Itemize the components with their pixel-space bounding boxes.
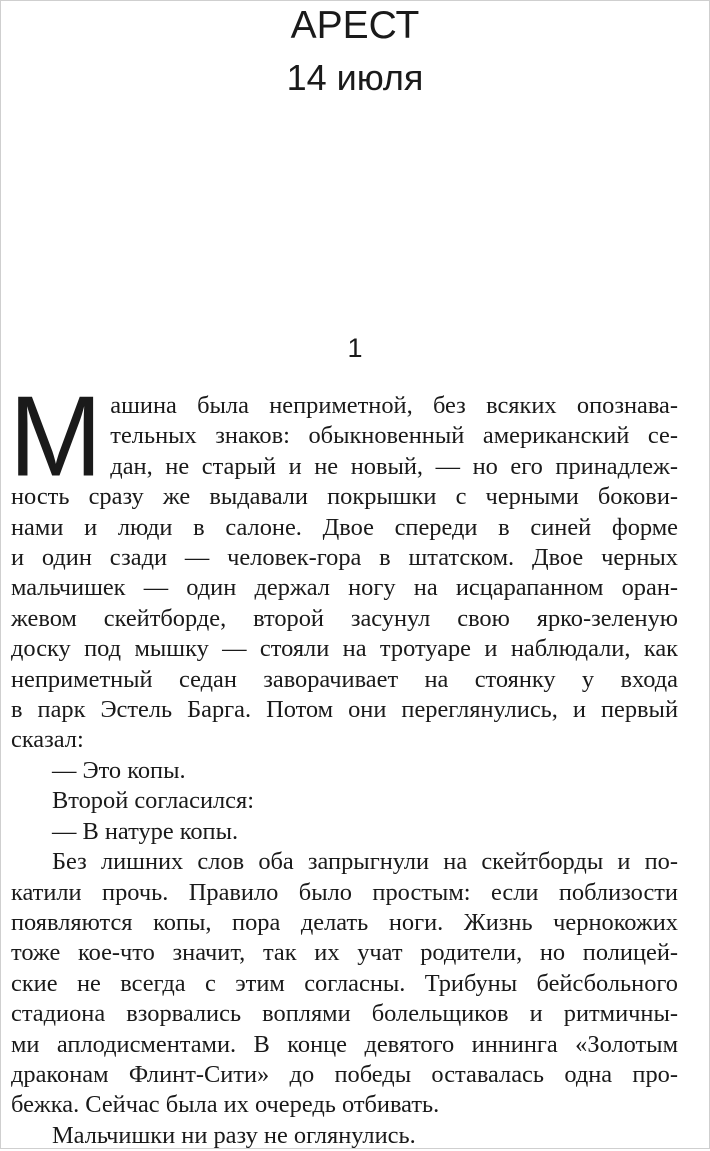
- text-line: стадиона взорвались воплями болельщиков и ритмичны-: [11, 1000, 678, 1028]
- drop-cap: М: [9, 372, 103, 501]
- text-line: мальчишек — один держал ногу на исцарапанном оран-: [11, 574, 678, 602]
- text-line: появляются копы, пора делать ноги. Жизнь чернокожих: [11, 908, 678, 936]
- paragraph-1: [9, 372, 678, 756]
- paragraph-3: Второй согласился:: [52, 787, 254, 815]
- text-line: нами и люди в салоне. Двое спереди в синей форме: [11, 513, 678, 541]
- text-line: дан, не старый и не новый, — но его принадлеж-: [110, 452, 678, 480]
- text-line: ность сразу же выдавали покрышки с черными бокови-: [11, 483, 678, 511]
- section-number: 1: [347, 333, 363, 363]
- body-text: [9, 372, 678, 1151]
- paragraph-6: Мальчишки ни разу не оглянулись.: [52, 1121, 416, 1149]
- text-line: ми аплодисментами. В конце девятого иннинга «Золотым: [11, 1030, 678, 1058]
- paragraph-4: — В натуре копы.: [52, 817, 239, 845]
- text-line: бежка. Сейчас была их очередь отбивать.: [11, 1091, 440, 1119]
- text-line: сказал:: [11, 726, 84, 754]
- text-line: неприметный седан заворачивает на стоянку у входа: [11, 665, 678, 693]
- paragraph-2: — Это копы.: [52, 756, 186, 784]
- text-line: ские не всегда с этим согласны. Трибуны бейсбольного: [11, 969, 678, 997]
- text-line: тоже кое-что значит, так их учат родители, но полицей-: [11, 939, 678, 967]
- text-line: доску под мышку — стояли на тротуаре и наблюдали, как: [11, 635, 678, 663]
- chapter-date: 14 июля: [286, 57, 424, 98]
- text-line: драконам Флинт-Сити» до победы оставалась одна про-: [11, 1060, 678, 1088]
- paragraph-5: [11, 847, 678, 1121]
- text-line: жевом скейтборде, второй засунул свою ярко-зеленую: [11, 604, 678, 632]
- text-line: катили прочь. Правило было простым: если поблизости: [11, 878, 678, 906]
- chapter-title: АРЕСТ: [290, 4, 420, 47]
- text-line: тельных знаков: обыкновенный американский се-: [110, 422, 678, 450]
- text-line: в парк Эстель Барга. Потом они переглянулись, и первый: [11, 696, 678, 724]
- text-line: и один сзади — человек-гора в штатском. Двое черных: [11, 544, 678, 572]
- text-line: ашина была неприметной, без всяких опознава-: [110, 392, 678, 419]
- text-line: Без лишних слов оба запрыгнули на скейтборды и по-: [52, 848, 678, 876]
